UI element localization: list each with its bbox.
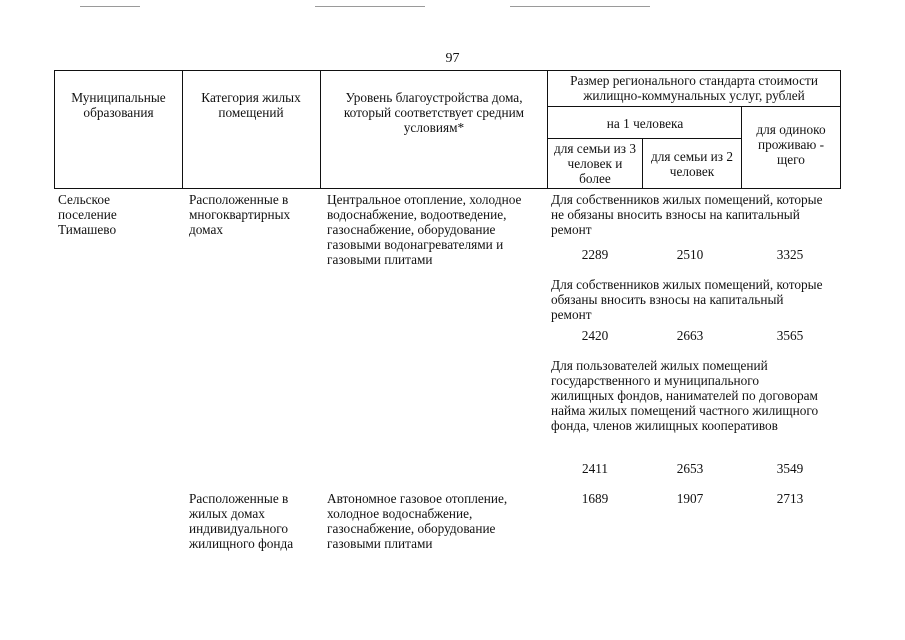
col-divider-2 xyxy=(320,70,321,189)
row-1-level: Центральное отопление, холодное водоснабжение, водоотведение, газоснабжение, оборудование газовыми водонагревателями и газовыми плитами xyxy=(327,192,522,267)
header-family3: для семьи из 3 человек и более xyxy=(553,141,637,186)
row-2-value-family3: 1689 xyxy=(581,491,609,506)
group-1-value-single: 3325 xyxy=(776,247,804,262)
header-per-person: на 1 человека xyxy=(606,116,684,131)
col-divider-3 xyxy=(547,70,548,189)
row-1-municipality: Сельское поселение Тимашево xyxy=(58,192,117,237)
row-2-value-single: 2713 xyxy=(776,491,804,506)
row-1-category: Расположенные в многоквартирных домах xyxy=(189,192,291,237)
group-2-value-family2: 2663 xyxy=(676,328,704,343)
group-2-value-family3: 2420 xyxy=(581,328,609,343)
header-divider-standard xyxy=(547,106,841,107)
col-divider-5 xyxy=(741,106,742,189)
header-divider-per-person xyxy=(547,138,741,139)
row-2-level: Автономное газовое отопление, холодное водоснабжение, газоснабжение, оборудование газовыми плитами xyxy=(327,491,508,551)
header-municipality: Муниципальные образования xyxy=(71,90,166,120)
header-category: Категория жилых помещений xyxy=(201,90,301,120)
table-top-border xyxy=(54,70,841,71)
scan-artifact-line xyxy=(315,6,425,7)
group-1-value-family2: 2510 xyxy=(676,247,704,262)
group-2-value-single: 3565 xyxy=(776,328,804,343)
group-3-label: Для пользователей жилых помещений государственного и муниципального жилищных фондов, нанимателей по договорам найма жилых помещений частного жилищного фонда, членов жилищных кооперативов xyxy=(551,358,819,433)
scan-artifact-line xyxy=(80,6,140,7)
group-3-value-single: 3549 xyxy=(776,461,804,476)
table-left-border xyxy=(54,70,55,189)
header-standard: Размер регионального стандарта стоимости жилищно-коммунальных услуг, рублей xyxy=(570,73,818,103)
group-3-value-family3: 2411 xyxy=(581,461,609,476)
header-level: Уровень благоустройства дома, который соответствует средним условиям* xyxy=(343,90,525,135)
row-2-category: Расположенные в жилых домах индивидуального жилищного фонда xyxy=(189,491,294,551)
group-1-label: Для собственников жилых помещений, которые не обязаны вносить взносы на капитальный ремонт xyxy=(551,192,823,237)
page-number: 97 xyxy=(445,51,460,66)
header-family2: для семьи из 2 человек xyxy=(650,149,734,179)
col-divider-1 xyxy=(182,70,183,189)
group-1-value-family3: 2289 xyxy=(581,247,609,262)
header-single: для одиноко проживаю - щего xyxy=(756,122,826,167)
header-bottom-border xyxy=(54,188,841,189)
scan-artifact-line xyxy=(510,6,650,7)
row-2-value-family2: 1907 xyxy=(676,491,704,506)
group-3-value-family2: 2653 xyxy=(676,461,704,476)
table-right-border xyxy=(840,70,841,189)
group-2-label: Для собственников жилых помещений, которые обязаны вносить взносы на капитальный ремонт xyxy=(551,277,823,322)
col-divider-4 xyxy=(642,138,643,189)
